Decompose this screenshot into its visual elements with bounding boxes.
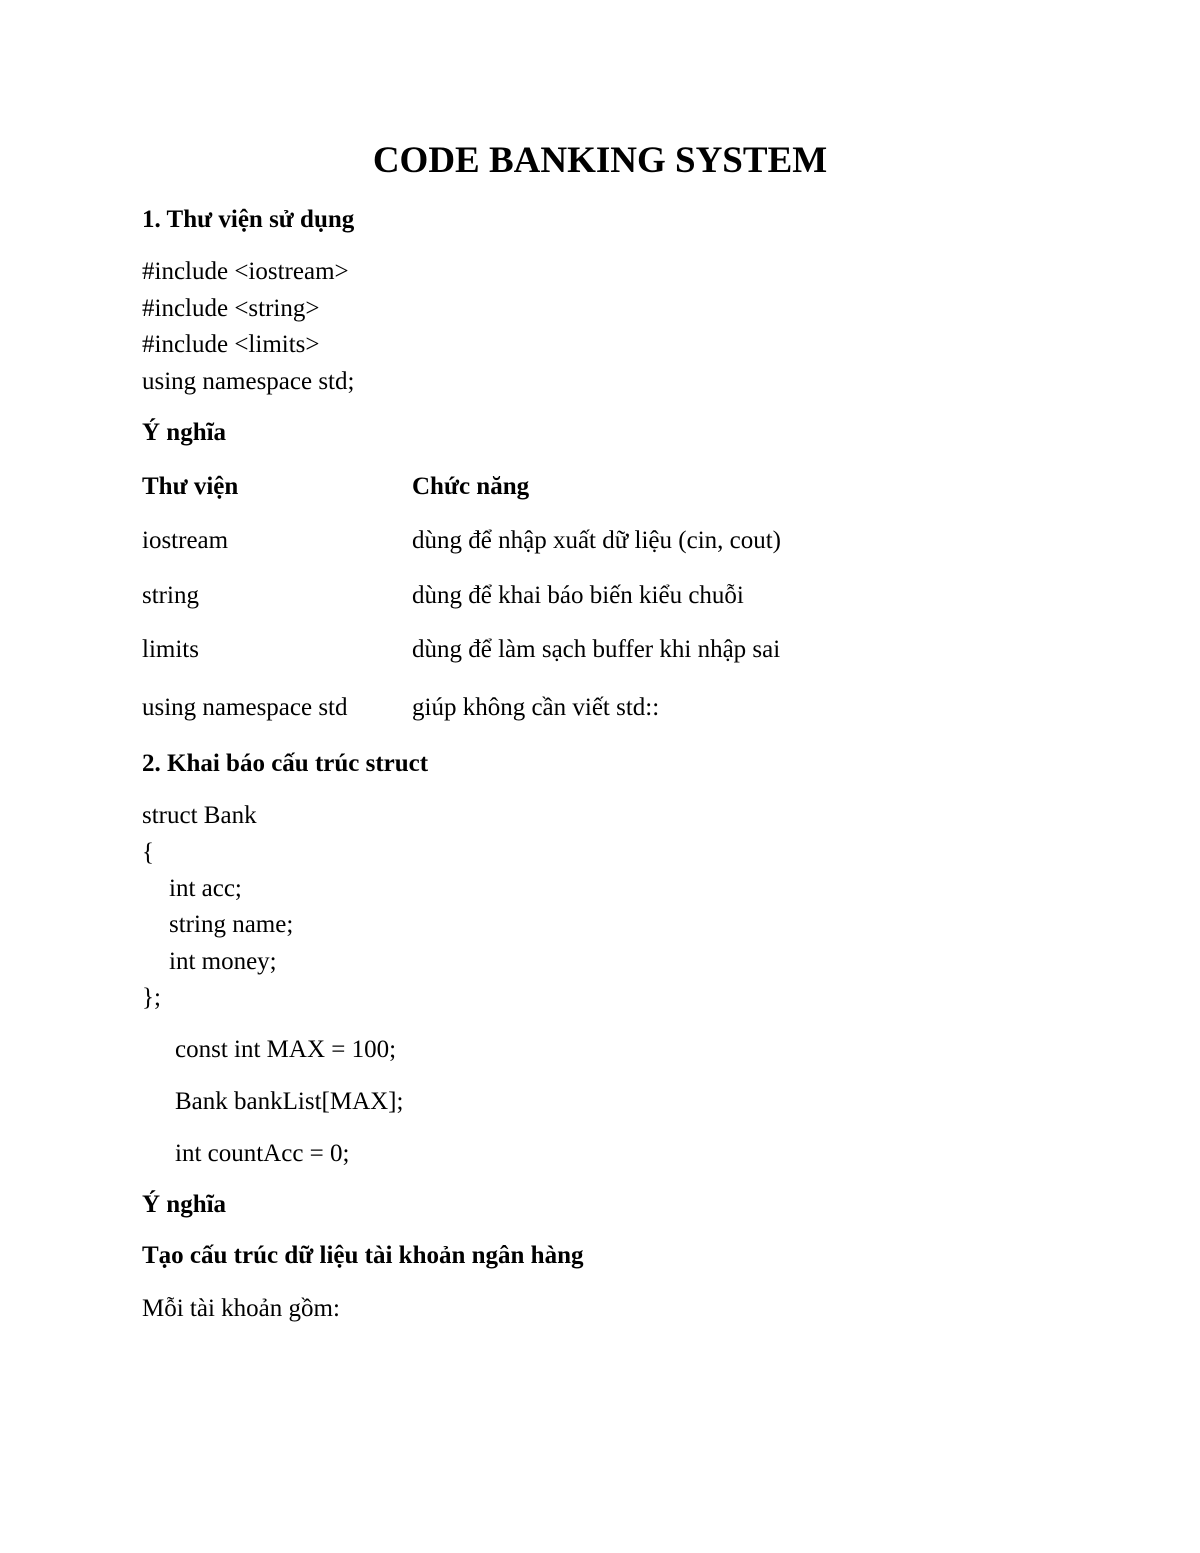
code-line: };: [142, 984, 161, 1011]
table-cell-library: string: [142, 582, 199, 609]
library-table-header: [142, 472, 862, 502]
document-title: CODE BANKING SYSTEM: [372, 140, 828, 181]
code-line: int countAcc = 0;: [175, 1140, 350, 1167]
code-line: const int MAX = 100;: [175, 1036, 397, 1063]
table-row: [142, 581, 862, 611]
table-cell-function: giúp không cần viết std::: [412, 694, 660, 721]
table-cell-function: dùng để nhập xuất dữ liệu (cin, cout): [412, 527, 782, 554]
table-row: [142, 693, 862, 723]
meaning-text: Mỗi tài khoản gồm:: [142, 1295, 340, 1322]
table-cell-library: iostream: [142, 527, 229, 554]
table-row: [142, 635, 862, 665]
code-line: Bank bankList[MAX];: [175, 1088, 404, 1115]
table-cell-function: dùng để khai báo biến kiểu chuỗi: [412, 582, 744, 609]
code-line: #include <string>: [142, 295, 320, 322]
meaning-heading: Ý nghĩa: [142, 419, 227, 446]
code-line: #include <limits>: [142, 331, 320, 358]
table-cell-function: dùng để làm sạch buffer khi nhập sai: [412, 636, 781, 663]
meaning-description: Tạo cấu trúc dữ liệu tài khoản ngân hàng: [142, 1242, 584, 1269]
section-heading-libraries: 1. Thư viện sử dụng: [142, 206, 355, 233]
code-line: int acc;: [169, 875, 242, 902]
table-header-function: Chức năng: [412, 473, 530, 500]
table-header-library: Thư viện: [142, 473, 239, 500]
code-line: string name;: [169, 911, 294, 938]
table-row: [142, 526, 862, 556]
section-heading-struct: 2. Khai báo cấu trúc struct: [142, 750, 429, 777]
code-line: #include <iostream>: [142, 258, 349, 285]
code-line: int money;: [169, 948, 277, 975]
meaning-heading: Ý nghĩa: [142, 1191, 227, 1218]
table-cell-library: limits: [142, 636, 199, 663]
table-cell-library: using namespace std: [142, 694, 348, 721]
code-line: using namespace std;: [142, 368, 355, 395]
code-line: {: [142, 839, 154, 866]
code-line: struct Bank: [142, 802, 257, 829]
